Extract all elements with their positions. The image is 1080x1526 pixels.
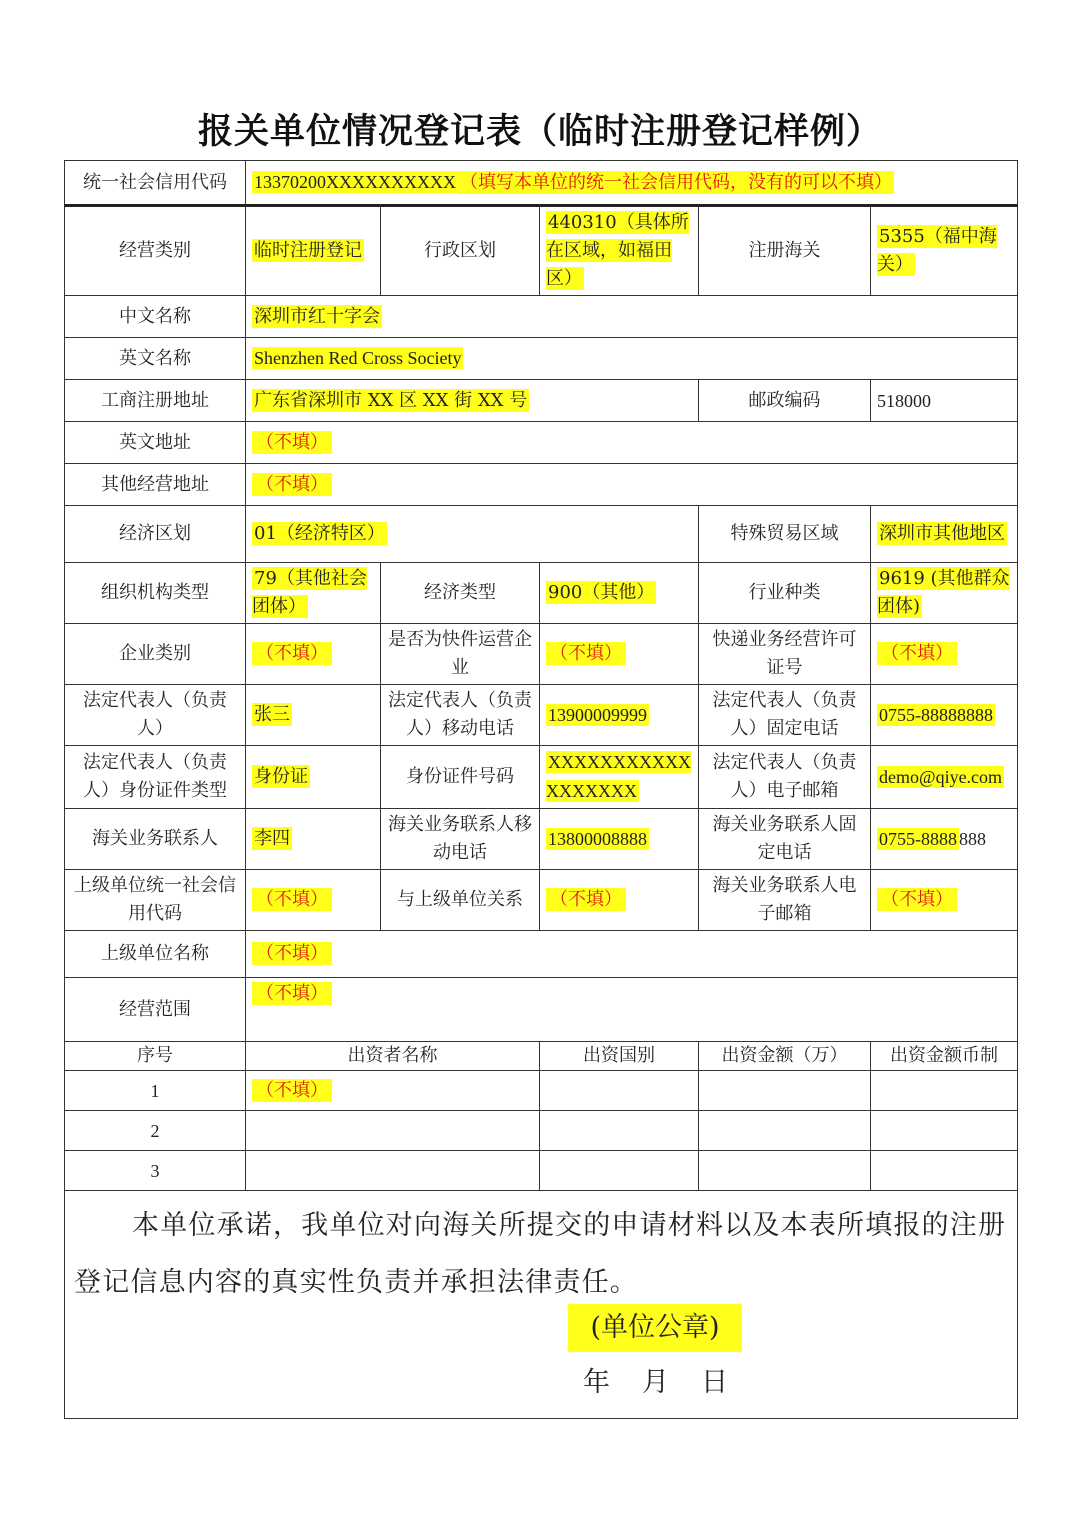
customs-contact-phone-value-hl: 0755-8888 <box>879 829 957 849</box>
legal-rep-value: 张三 <box>254 704 290 725</box>
promise-section <box>65 1191 1018 1419</box>
customs-contact-value: 李四 <box>254 828 290 849</box>
date-month: 月 <box>642 1367 669 1398</box>
parent-credit-code-field[interactable] <box>246 870 381 931</box>
promise-text: 本单位承诺，我单位对向海关所提交的申请材料以及本表所填报的注册登记信息内容的真实性负责并承担法律责任。 <box>74 1210 1007 1298</box>
economic-zone-field[interactable] <box>246 506 699 563</box>
customs-contact-phone-label: 海关业务联系人固定电话 <box>699 809 871 870</box>
economic-type-label: 经济类型 <box>381 563 540 624</box>
special-trade-zone-field[interactable] <box>871 506 1018 563</box>
signature-date <box>583 1369 760 1397</box>
legal-rep-email-field[interactable] <box>871 746 1018 809</box>
org-type-field[interactable] <box>246 563 381 624</box>
legal-rep-label: 法定代表人（负责人） <box>65 685 246 746</box>
legal-rep-email-label: 法定代表人（负责人）电子邮箱 <box>699 746 871 809</box>
investor-no: 3 <box>65 1151 246 1191</box>
registration-form <box>64 160 1018 1419</box>
investor-amount-cell[interactable] <box>699 1071 871 1111</box>
business-category-label: 经营类别 <box>65 206 246 296</box>
english-name-label: 英文名称 <box>65 338 246 380</box>
credit-code-field[interactable] <box>246 161 1018 206</box>
special-trade-zone-value: 深圳市其他地区 <box>879 523 1005 544</box>
investor-country-cell[interactable] <box>540 1111 699 1151</box>
reg-address-label: 工商注册地址 <box>65 380 246 422</box>
date-year: 年 <box>583 1367 610 1398</box>
investor-header-name: 出资者名称 <box>246 1042 540 1071</box>
legal-rep-mobile-field[interactable] <box>540 685 699 746</box>
chinese-name-value: 深圳市红十字会 <box>254 305 380 327</box>
customs-contact-email-value: （不填） <box>877 888 957 911</box>
enterprise-category-value: （不填） <box>252 642 332 665</box>
investor-header-amount: 出资金额（万） <box>699 1042 871 1071</box>
express-operator-value: （不填） <box>546 642 626 665</box>
business-scope-field[interactable] <box>246 978 1018 1042</box>
investor-currency-cell[interactable] <box>871 1151 1018 1191</box>
admin-region-field[interactable] <box>540 206 699 296</box>
industry-type-field[interactable] <box>871 563 1018 624</box>
org-type-label: 组织机构类型 <box>65 563 246 624</box>
customs-contact-phone-field[interactable] <box>871 809 1018 870</box>
express-operator-label: 是否为快件运营企业 <box>381 624 540 685</box>
customs-contact-label: 海关业务联系人 <box>65 809 246 870</box>
postal-code-label: 邮政编码 <box>699 380 871 422</box>
chinese-name-label: 中文名称 <box>65 296 246 338</box>
credit-code-label: 统一社会信用代码 <box>65 161 246 206</box>
express-license-label: 快递业务经营许可证号 <box>699 624 871 685</box>
legal-rep-phone-label: 法定代表人（负责人）固定电话 <box>699 685 871 746</box>
special-trade-zone-label: 特殊贸易区域 <box>699 506 871 563</box>
table-row <box>65 1071 1018 1111</box>
investor-header-country: 出资国别 <box>540 1042 699 1071</box>
legal-rep-id-type-label: 法定代表人（负责人）身份证件类型 <box>65 746 246 809</box>
express-license-value: （不填） <box>877 642 957 665</box>
customs-contact-field[interactable] <box>246 809 381 870</box>
investor-no: 1 <box>65 1071 246 1111</box>
legal-rep-phone-field[interactable] <box>871 685 1018 746</box>
legal-rep-id-type-field[interactable] <box>246 746 381 809</box>
investor-name-field[interactable] <box>246 1151 540 1191</box>
investor-header-currency: 出资金额币制 <box>871 1042 1018 1071</box>
admin-region-value: 440310（具体所在区域，如福田区） <box>546 212 689 289</box>
english-address-label: 英文地址 <box>65 422 246 464</box>
legal-rep-id-no-field[interactable] <box>540 746 699 809</box>
investor-amount-cell[interactable] <box>699 1111 871 1151</box>
parent-relation-field[interactable] <box>540 870 699 931</box>
customs-contact-phone-value-rest: 888 <box>959 829 986 849</box>
economic-zone-label: 经济区划 <box>65 506 246 563</box>
investor-name: （不填） <box>252 1079 332 1102</box>
parent-name-label: 上级单位名称 <box>65 931 246 978</box>
customs-contact-mobile-field[interactable] <box>540 809 699 870</box>
table-row <box>65 1151 1018 1191</box>
legal-rep-mobile-value: 13900009999 <box>548 704 647 725</box>
other-address-field[interactable] <box>246 464 1018 506</box>
parent-relation-label: 与上级单位关系 <box>381 870 540 931</box>
business-scope-label: 经营范围 <box>65 978 246 1042</box>
english-address-value: （不填） <box>252 431 332 454</box>
other-address-value: （不填） <box>252 473 332 496</box>
customs-field[interactable] <box>871 206 1018 296</box>
legal-rep-field[interactable] <box>246 685 381 746</box>
investor-country-cell[interactable] <box>540 1071 699 1111</box>
business-category-field[interactable] <box>246 206 381 296</box>
express-license-field[interactable] <box>871 624 1018 685</box>
legal-rep-id-no-value: XXXXXXXXXXXXXXXXXX <box>546 752 691 801</box>
investor-currency-cell[interactable] <box>871 1071 1018 1111</box>
english-name-field[interactable] <box>246 338 1018 380</box>
enterprise-category-field[interactable] <box>246 624 381 685</box>
express-operator-field[interactable] <box>540 624 699 685</box>
credit-code-note: （填写本单位的统一社会信用代码，没有的可以不填） <box>460 172 892 193</box>
investor-header-no: 序号 <box>65 1042 246 1071</box>
admin-region-label: 行政区划 <box>381 206 540 296</box>
economic-type-field[interactable] <box>540 563 699 624</box>
legal-rep-mobile-label: 法定代表人（负责人）移动电话 <box>381 685 540 746</box>
customs-label: 注册海关 <box>699 206 871 296</box>
industry-type-value: 9619 (其他群众团体) <box>877 568 1010 617</box>
investor-amount-cell[interactable] <box>699 1151 871 1191</box>
customs-contact-mobile-label: 海关业务联系人移动电话 <box>381 809 540 870</box>
parent-credit-code-label: 上级单位统一社会信用代码 <box>65 870 246 931</box>
date-day: 日 <box>701 1367 728 1398</box>
parent-name-value: （不填） <box>252 942 332 965</box>
chinese-name-field[interactable] <box>246 296 1018 338</box>
economic-type-value: 900（其他） <box>548 582 655 603</box>
economic-zone-value: 01（经济特区） <box>254 523 385 544</box>
org-type-value: 79（其他社会团体） <box>252 568 367 617</box>
industry-type-label: 行业种类 <box>699 563 871 624</box>
english-name-value: Shenzhen Red Cross Society <box>254 348 462 368</box>
enterprise-category-label: 企业类别 <box>65 624 246 685</box>
table-row <box>65 1111 1018 1151</box>
investor-name-field[interactable] <box>246 1111 540 1151</box>
legal-rep-id-no-label: 身份证件号码 <box>381 746 540 809</box>
business-scope-value: （不填） <box>252 982 332 1005</box>
reg-address-value: 广东省深圳市 XX 区 XX 街 XX 号 <box>254 389 528 411</box>
reg-address-field[interactable] <box>246 380 699 422</box>
customs-contact-mobile-value: 13800008888 <box>548 828 647 849</box>
english-address-field[interactable] <box>246 422 1018 464</box>
postal-code-value[interactable]: 518000 <box>871 380 1018 422</box>
parent-name-field[interactable] <box>246 931 1018 978</box>
legal-rep-phone-value: 0755-88888888 <box>879 704 993 725</box>
page-title: 报关单位情况登记表（临时注册登记样例） <box>197 112 882 152</box>
legal-rep-email-value: demo@qiye.com <box>879 767 1003 787</box>
business-category-value: 临时注册登记 <box>254 240 362 261</box>
other-address-label: 其他经营地址 <box>65 464 246 506</box>
investor-no: 2 <box>65 1111 246 1151</box>
investor-country-cell[interactable] <box>540 1151 699 1191</box>
customs-value: 5355（福中海关） <box>877 226 997 275</box>
company-seal: (单位公章) <box>568 1304 742 1352</box>
investor-currency-cell[interactable] <box>871 1111 1018 1151</box>
customs-contact-email-label: 海关业务联系人电子邮箱 <box>699 870 871 931</box>
credit-code-value: 13370200XXXXXXXXXX <box>254 172 456 192</box>
customs-contact-email-field[interactable] <box>871 870 1018 931</box>
legal-rep-id-type-value: 身份证 <box>254 766 308 787</box>
parent-credit-code-value: （不填） <box>252 888 332 911</box>
investor-name-field[interactable] <box>246 1071 540 1111</box>
parent-relation-value: （不填） <box>546 888 626 911</box>
